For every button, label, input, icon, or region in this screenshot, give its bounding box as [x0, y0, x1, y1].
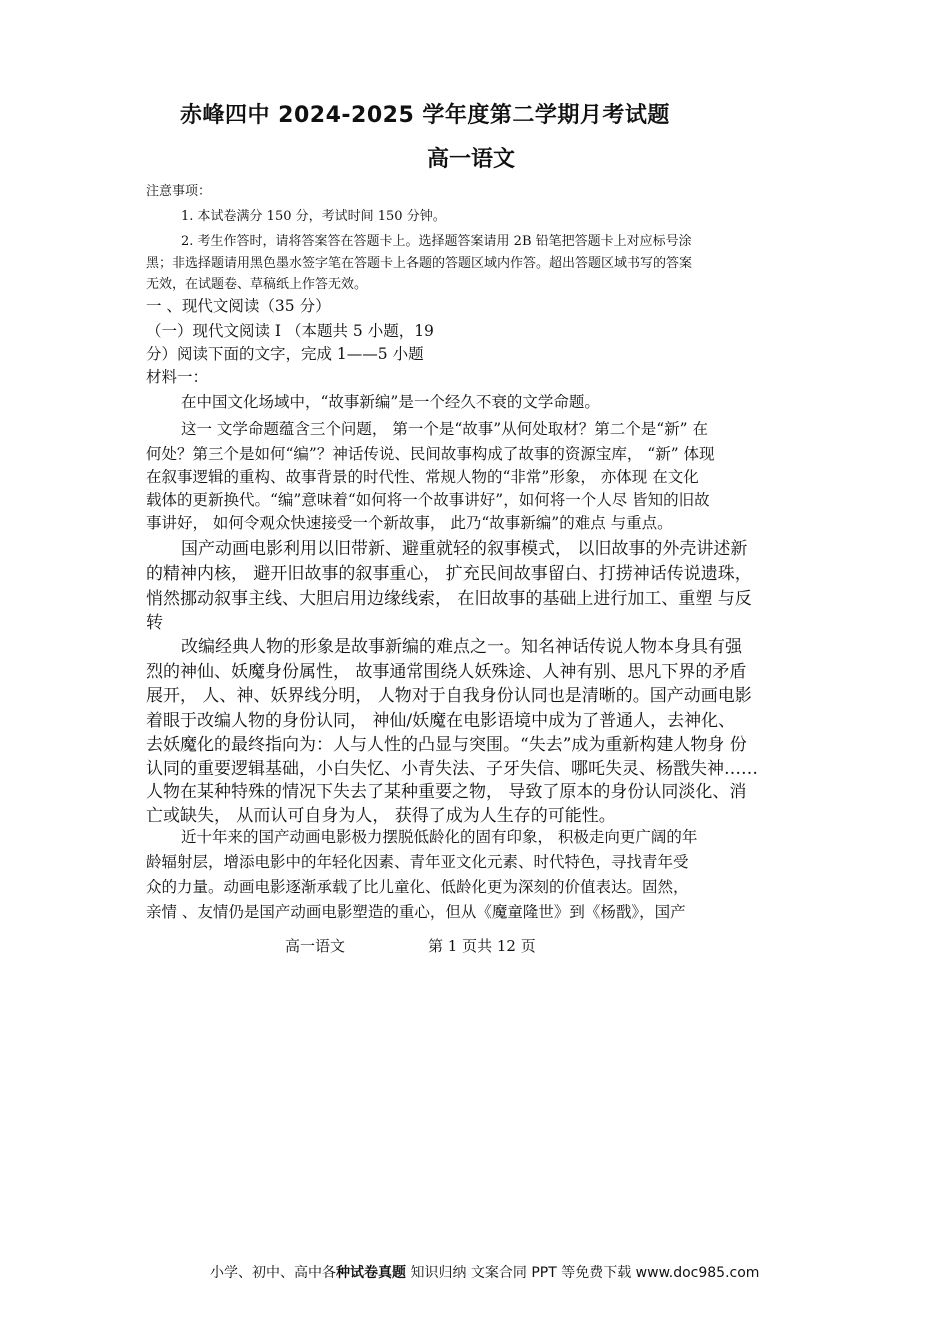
body-line: 在中国文化场域中，“故事新编”是一个经久不衰的文学命题。: [181, 393, 600, 411]
section-subheading: （一）现代文阅读 I （本题共 5 小题，19: [146, 322, 434, 340]
body-line: 何处？第三个是如何“编”？神话传说、民间故事构成了故事的资源宝库， “新” 体现: [146, 445, 715, 463]
body-line: 悄然挪动叙事主线、大胆启用边缘线索， 在旧故事的基础上进行加工、重塑 与反: [146, 589, 752, 609]
body-line: 去妖魔化的最终指向为：人与人性的凸显与突围。“失去”成为重新构建人物身 份: [146, 735, 747, 755]
watermark-text-bold: 种试卷真题: [336, 1265, 406, 1281]
footer-page-number: 第 1 页共 12 页: [428, 937, 536, 955]
watermark-text: 小学、初中、高中各: [210, 1265, 336, 1281]
notice-line: 1. 本试卷满分 150 分，考试时间 150 分钟。: [181, 209, 446, 224]
notice-line: 2. 考生作答时，请将答案答在答题卡上。选择题答案请用 2B 铅笔把答题卡上对应标号涂: [181, 234, 692, 249]
body-line: 认同的重要逻辑基础，小白失忆、小青失法、子牙失信、哪吒失灵、杨戬失神……: [146, 759, 758, 779]
notice-heading: 注意事项：: [146, 184, 212, 199]
body-line: 在叙事逻辑的重构、故事背景的时代性、常规人物的“非常”形象， 亦体现 在文化: [146, 468, 699, 486]
section-subheading: 分）阅读下面的文字，完成 1——5 小题: [146, 345, 424, 363]
exam-title: 赤峰四中 2024-2025 学年度第二学期月考试题: [180, 103, 670, 128]
body-line: 众的力量。动画电影逐渐承载了比儿童化、低龄化更为深刻的价值表达。固然，: [146, 878, 689, 896]
body-line: 亲情 、友情仍是国产动画电影塑造的重心，但从《魔童隆世》到《杨戬》，国产: [146, 903, 686, 921]
watermark-text: 知识归纳 文案合同 PPT 等免费下载 www.doc985.com: [406, 1265, 760, 1281]
body-line: 转: [146, 613, 163, 633]
body-line: 载体的更新换代。“编”意味着“如何将一个故事讲好”，如何将一个人尽 皆知的旧故: [146, 491, 710, 509]
body-line: 的精神内核， 避开旧故事的叙事重心， 扩充民间故事留白、打捞神话传说遗珠，: [146, 564, 752, 584]
material-label: 材料一：: [146, 368, 209, 386]
body-line: 着眼于改编人物的身份认同， 神仙/妖魔在电影语境中成为了普通人，去神化、: [146, 711, 736, 731]
subject-title: 高一语文: [426, 147, 515, 172]
footer-subject: 高一语文: [285, 937, 346, 955]
body-line: 人物在某种特殊的情况下失去了某种重要之物， 导致了原本的身份认同淡化、消: [146, 782, 747, 802]
body-line: 近十年来的国产动画电影极力摆脱低龄化的固有印象， 积极走向更广阔的年: [181, 828, 698, 846]
body-line: 事讲好， 如何令观众快速接受一个新故事， 此乃“故事新编”的难点 与重点。: [146, 514, 673, 532]
body-line: 烈的神仙、妖魔身份属性， 故事通常围绕人妖殊途、人神有别、思凡下界的矛盾: [146, 662, 747, 682]
section-heading: 一 、现代文阅读（35 分）: [146, 297, 331, 315]
notice-line: 黑；非选择题请用黑色墨水签字笔在答题卡上各题的答题区域内作答。超出答题区域书写的答案: [146, 256, 693, 271]
body-line: 国产动画电影利用以旧带新、避重就轻的叙事模式， 以旧故事的外壳讲述新: [181, 539, 748, 559]
body-line: 龄辐射层，增添电影中的年轻化因素、青年亚文化元素、时代特色，寻找青年受: [146, 853, 689, 871]
body-line: 展开， 人、神、妖界线分明， 人物对于自我身份认同也是清晰的。国产动画电影: [146, 686, 752, 706]
watermark: [210, 1262, 759, 1282]
notice-line: 无效，在试题卷、草稿纸上作答无效。: [146, 277, 368, 292]
body-line: 改编经典人物的形象是故事新编的难点之一。知名神话传说人物本身具有强: [181, 637, 742, 657]
body-line: 亡或缺失， 从而认可自身为人， 获得了成为人生存的可能性。: [146, 806, 616, 826]
body-line: 这一 文学命题蕴含三个问题， 第一个是“故事”从何处取材？第二个是“新” 在: [181, 420, 708, 438]
